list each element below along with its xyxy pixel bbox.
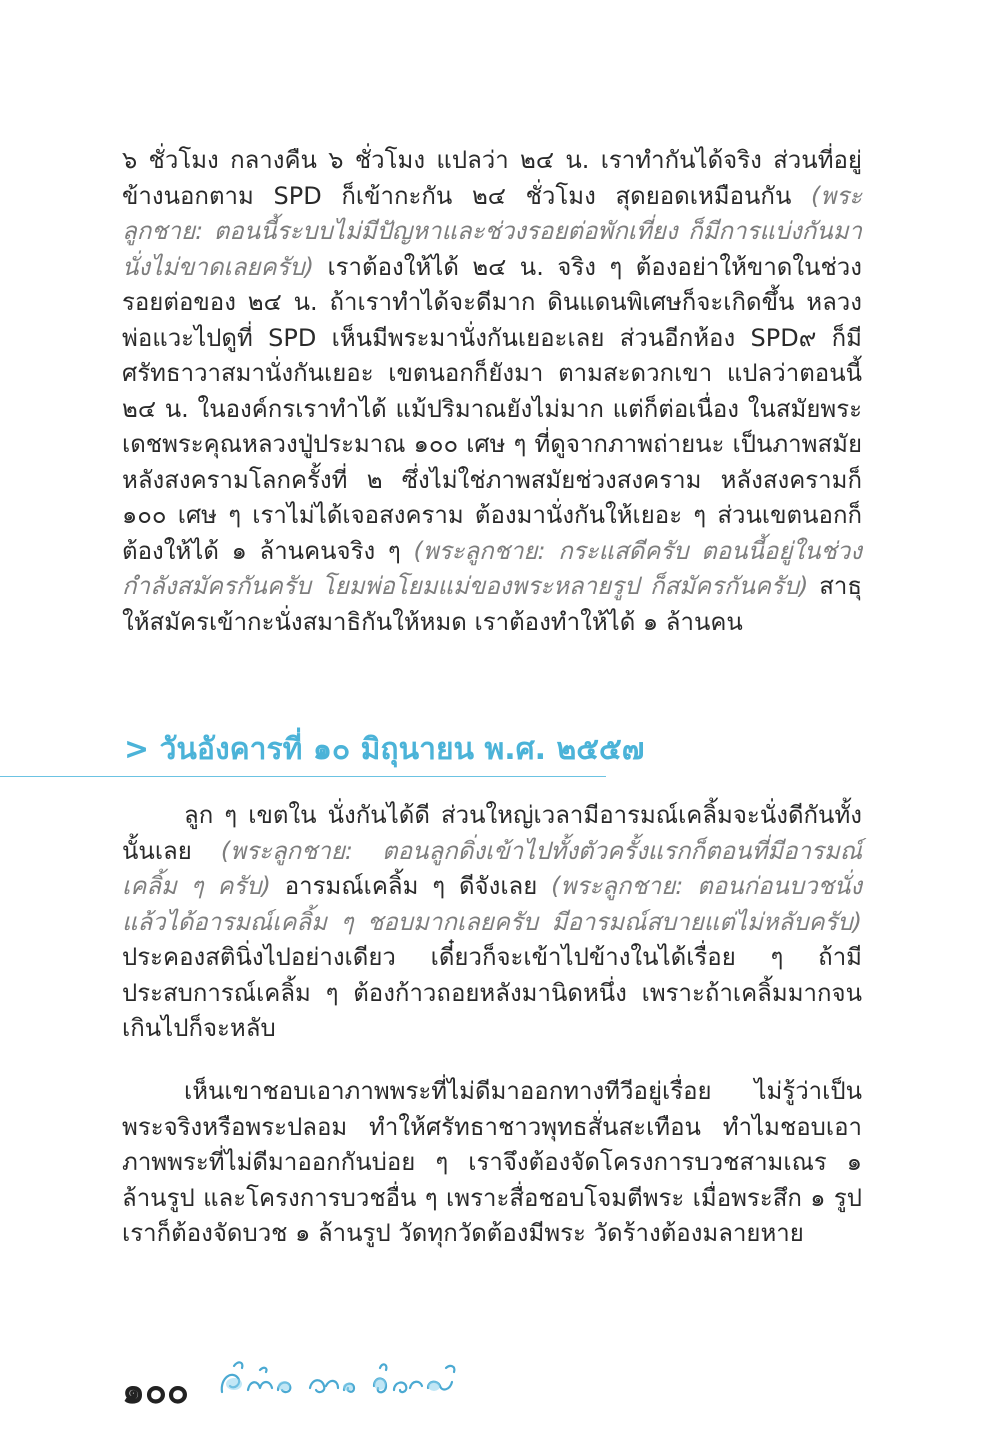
book-title-logo xyxy=(214,1356,464,1408)
paragraph-text: ลูก ๆ เขตใน นั่งกันได้ดี ส่วนใหญ่เวลามีอารมณ์เคลิ้มจะนั่งดีกันทั้งนั้นเลย xyxy=(122,801,862,865)
disciple-quote: (พระลูกชาย: ตอนก่อนบวชนั่งแล้วได้อารมณ์เคลิ้ม ๆ ชอบมากเลยครับ มีอารมณ์สบายแต่ไม่หลับครับ) xyxy=(122,872,862,936)
paragraph-text: ประคองสตินิ่งไปอย่างเดียว เดี๋ยวก็จะเข้าไปข้างในได้เรื่อย ๆ ถ้ามีประสบการณ์เคลิ้ม ๆ ต้องก้าวถอยหลังมานิดหนึ่ง เพราะถ้าเคลิ้มมากจนเกินไปก็จะหลับ xyxy=(122,943,862,1042)
heading-underline-rule xyxy=(0,776,606,777)
disciple-quote: (พระลูกชาย: ตอนนี้ระบบไม่มีปัญหาและช่วงรอยต่อพักเที่ยง ก็มีการแบ่งกันมานั่งไม่ขาดเลยครับ) xyxy=(122,181,862,281)
body-paragraph-2 xyxy=(122,798,862,1047)
paragraph-text: เราต้องให้ได้ ๒๔ น. จริง ๆ ต้องอย่าให้ขาดในช่วงรอยต่อของ ๒๔ น. ถ้าเราทำได้จะดีมาก ดินแดนพิเศษก็จะเกิดขึ้น หลวงพ่อแวะไปดูที่ SPD เห็นมีพระมานั่งกันเยอะเลย ส่วนอีกห้อง SPD๙ ก็มีศรัทธาวาสมานั่งกันเยอะ เขตนอกก็ยังมา ตามสะดวกเขา แปลว่าตอนนี้ ๒๔ น. ในองค์กรเราทำได้ แม้ปริมาณยังไม่มาก แต่ก็ต่อเนื่อง ในสมัยพระเดชพระคุณหลวงปู่ประมาณ ๑๐๐ เศษ ๆ ที่ดูจากภาพถ่ายนะ เป็นภาพสมัยหลังสงครามโลกครั้งที่ ๒ ซึ่งไม่ใช่ภาพสมัยช่วงสงคราม หลังสงครามก็ ๑๐๐ เศษ ๆ เราไม่ได้เจอสงคราม ต้องมานั่งกันให้เยอะ ๆ ส่วนเขตนอกก็ต้องให้ได้ ๑ ล้านคนจริง ๆ xyxy=(122,252,862,565)
disciple-quote: (พระลูกชาย: กระแสดีครับ ตอนนี้อยู่ในช่วงกำลังสมัครกันครับ โยมพ่อโยมแม่ของพระหลายรูป ก็สมัครกันครับ) xyxy=(122,536,863,600)
section-heading: > วันอังคารที่ ๑๐ มิถุนายน พ.ศ. ๒๕๕๗ xyxy=(124,732,645,767)
body-paragraph-1 xyxy=(122,143,862,640)
paragraph-text: อารมณ์เคลิ้ม ๆ ดีจังเลย xyxy=(270,872,552,900)
page-number: ๑๐๐ xyxy=(122,1371,189,1412)
paragraph-text: ๖ ชั่วโมง กลางคืน ๖ ชั่วโมง แปลว่า ๒๔ น. เราทำกันได้จริง ส่วนที่อยู่ข้างนอกตาม SPD ก็เข้ากะกัน ๒๔ ชั่วโมง สุดยอดเหมือนกัน xyxy=(122,146,862,210)
body-paragraph-3 xyxy=(122,1074,862,1252)
paragraph-text: เห็นเขาชอบเอาภาพพระที่ไม่ดีมาออกทางทีวีอยู่เรื่อย ไม่รู้ว่าเป็นพระจริงหรือพระปลอม ทำให้ศรัทธาชาวพุทธสั่นสะเทือน ทำไมชอบเอาภาพพระที่ไม่ดีมาออกกันบ่อย ๆ เราจึงต้องจัดโครงการบวชสามเณร ๑ ล้านรูป และโครงการบวชอื่น ๆ เพราะสื่อชอบโจมตีพระ เมื่อพระสึก ๑ รูป เราก็ต้องจัดบวช ๑ ล้านรูป วัดทุกวัดต้องมีพระ วัดร้างต้องมลายหาย xyxy=(122,1077,862,1247)
disciple-quote: (พระลูกชาย: ตอนลูกดิ่งเข้าไปทั้งตัวครั้งแรกก็ตอนที่มีอารมณ์เคลิ้ม ๆ ครับ) xyxy=(122,836,862,900)
paragraph-text: สาธุให้สมัครเข้ากะนั่งสมาธิกันให้หมด เราต้องทำให้ได้ ๑ ล้านคน xyxy=(122,572,862,636)
